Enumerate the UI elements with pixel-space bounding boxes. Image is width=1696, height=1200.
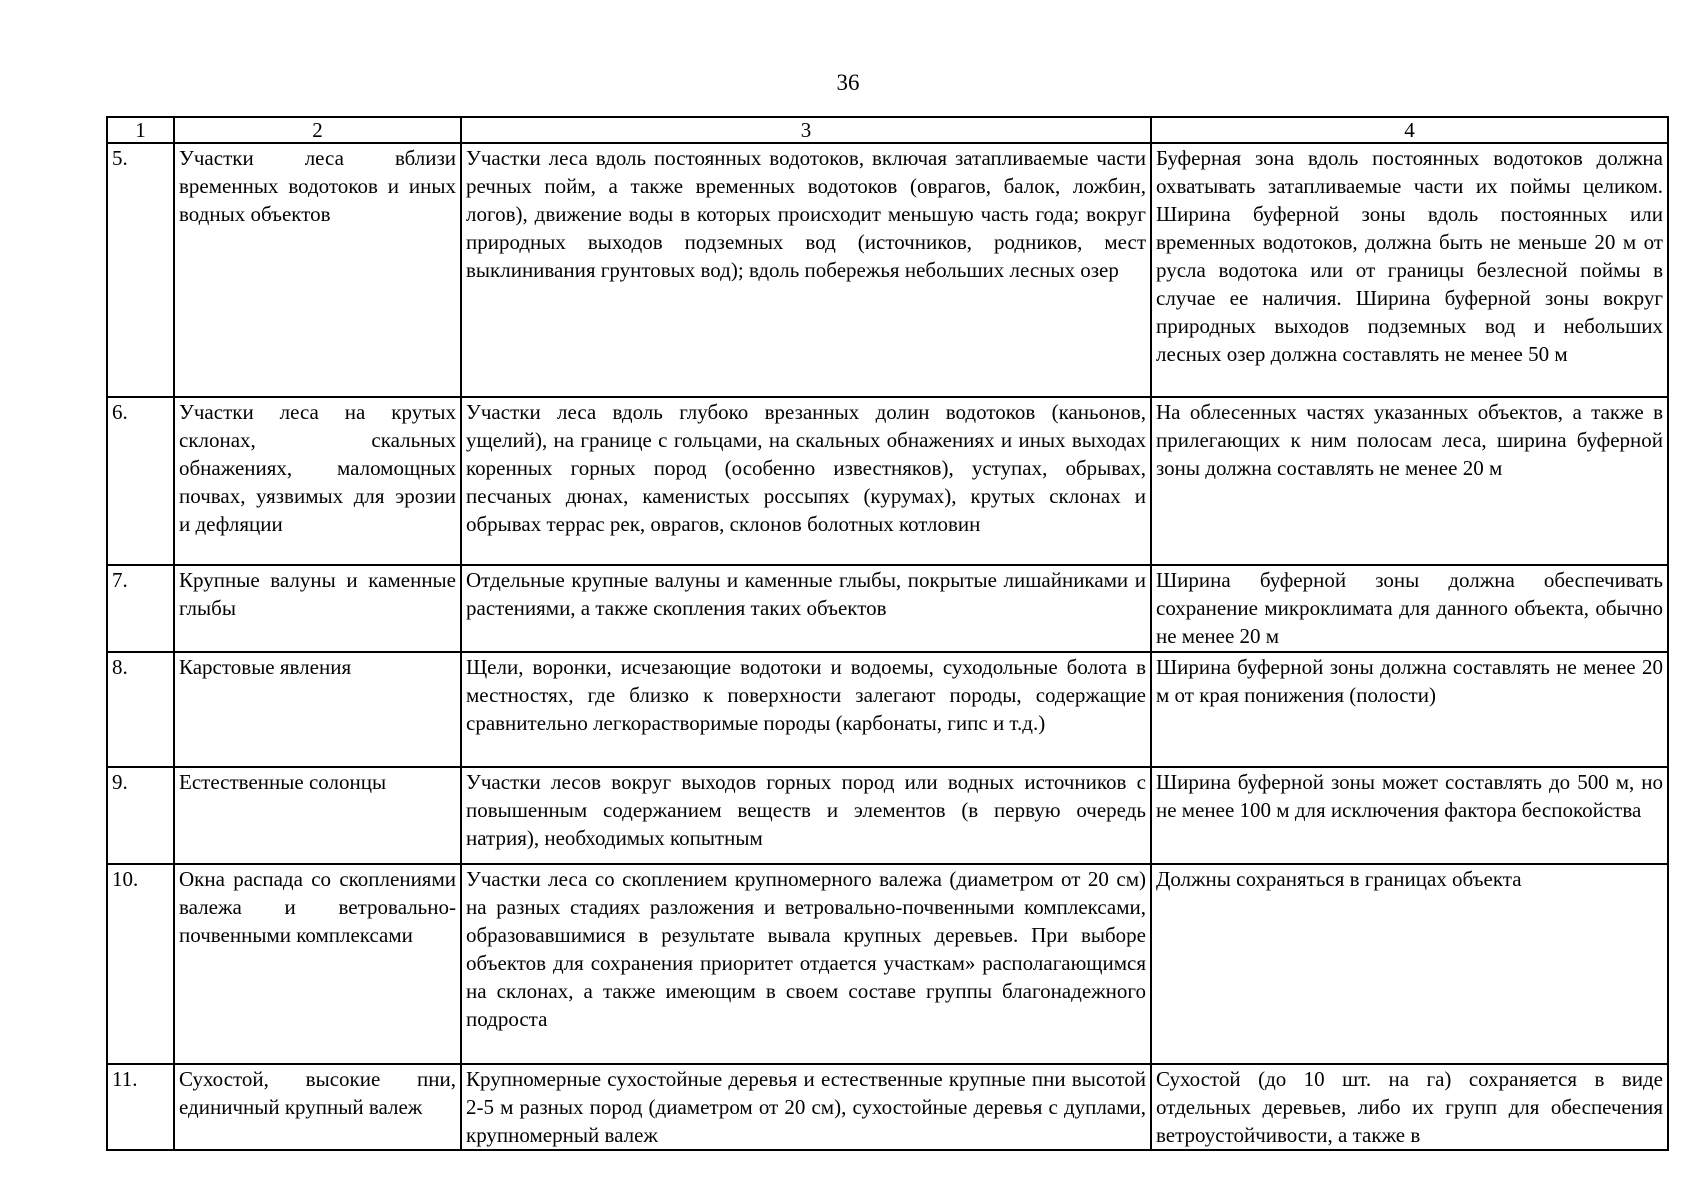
table-row bbox=[107, 143, 1668, 397]
header-cell-4: 4 bbox=[1151, 117, 1668, 143]
object-cell: Окна распада со скоплениями валежа и ветровально- почвенными комплексами bbox=[174, 864, 461, 1064]
buffer-cell: Ширина буферной зоны должна составлять не менее 20 м от края понижения (полости) bbox=[1151, 652, 1668, 767]
description-cell: Щели, воронки, исчезающие водотоки и водоемы, суходольные болота в местностях, где близко к поверхности залегают породы, содержащие сравнительно легкорастворимые породы (карбонаты, гипс и т.д.) bbox=[461, 652, 1151, 767]
object-cell: Естественные солонцы bbox=[174, 767, 461, 864]
buffer-cell: Сухостой (до 10 шт. на га) сохраняется в виде отдельных деревьев, либо их групп для обеспечения ветроустойчивости, а также в bbox=[1151, 1064, 1668, 1150]
row-number: 7. bbox=[107, 565, 174, 652]
description-cell: Участки леса вдоль постоянных водотоков, включая затапливаемые части речных пойм, а также временных водотоков (оврагов, балок, ложбин, логов), движение воды в которых происходит меньшую часть года; вокруг природных выходов подземных вод (источников, родников, мест выклинивания грунтовых вод); вдоль побережья небольших лесных озер bbox=[461, 143, 1151, 397]
header-cell-1: 1 bbox=[107, 117, 174, 143]
object-cell: Участки леса на крутых склонах, скальных обнажениях, маломощных почвах, уязвимых для эрозии и дефляции bbox=[174, 397, 461, 565]
table-header-row bbox=[107, 117, 1668, 143]
description-cell: Участки лесов вокруг выходов горных пород или водных источников с повышенным содержанием веществ и элементов (в первую очередь натрия), необходимых копытным bbox=[461, 767, 1151, 864]
description-cell: Крупномерные сухостойные деревья и естественные крупные пни высотой 2-5 м разных пород (диаметром от 20 см), сухостойные деревья с дуплами, крупномерный валеж bbox=[461, 1064, 1151, 1150]
object-cell: Карстовые явления bbox=[174, 652, 461, 767]
buffer-cell: Ширина буферной зоны может составлять до 500 м, но не менее 100 м для исключения фактора беспокойства bbox=[1151, 767, 1668, 864]
row-number: 8. bbox=[107, 652, 174, 767]
table-row bbox=[107, 565, 1668, 652]
description-cell: Участки леса со скоплением крупномерного валежа (диаметром от 20 см) на разных стадиях разложения и ветровально-почвенными комплексами, образовавшимися в результате вывала крупных деревьев. При выборе объектов для сохранения приоритет отдается участкам» располагающимся на склонах, а также имеющим в своем составе группы благонадежного подроста bbox=[461, 864, 1151, 1064]
table-row bbox=[107, 767, 1668, 864]
page-number: 36 bbox=[836, 70, 860, 95]
row-number: 9. bbox=[107, 767, 174, 864]
table-row bbox=[107, 397, 1668, 565]
header-cell-3: 3 bbox=[461, 117, 1151, 143]
table-row bbox=[107, 1064, 1668, 1150]
row-number: 11. bbox=[107, 1064, 174, 1150]
row-number: 10. bbox=[107, 864, 174, 1064]
description-cell: Отдельные крупные валуны и каменные глыбы, покрытые лишайниками и растениями, а также скопления таких объектов bbox=[461, 565, 1151, 652]
table-row bbox=[107, 864, 1668, 1064]
description-cell: Участки леса вдоль глубоко врезанных долин водотоков (каньонов, ущелий), на границе с гольцами, на скальных обнажениях и иных выходах коренных горных пород (особенно известняков), уступах, обрывах, песчаных дюнах, каменистых россыпях (курумах), крутых склонах и обрывах террас рек, оврагов, склонов болотных котловин bbox=[461, 397, 1151, 565]
table-row bbox=[107, 652, 1668, 767]
object-cell: Сухостой, высокие пни, единичный крупный валеж bbox=[174, 1064, 461, 1150]
object-cell: Участки леса вблизи временных водотоков и иных водных объектов bbox=[174, 143, 461, 397]
row-number: 6. bbox=[107, 397, 174, 565]
header-cell-2: 2 bbox=[174, 117, 461, 143]
object-cell: Крупные валуны и каменные глыбы bbox=[174, 565, 461, 652]
buffer-cell: На облесенных частях указанных объектов, а также в прилегающих к ним полосам леса, ширина буферной зоны должна составлять не менее 20 м bbox=[1151, 397, 1668, 565]
buffer-cell: Буферная зона вдоль постоянных водотоков должна охватывать затапливаемые части их поймы целиком. Ширина буферной зоны вдоль постоянных или временных водотоков, должна быть не меньше 20 м от русла водотока или от границы безлесной поймы в случае ее наличия. Ширина буферной зоны вокруг природных выходов подземных вод и небольших лесных озер должна составлять не менее 50 м bbox=[1151, 143, 1668, 397]
buffer-cell: Ширина буферной зоны должна обеспечивать сохранение микроклимата для данного объекта, обычно не менее 20 м bbox=[1151, 565, 1668, 652]
buffer-zone-table bbox=[106, 116, 1669, 1151]
buffer-cell: Должны сохраняться в границах объекта bbox=[1151, 864, 1668, 1064]
row-number: 5. bbox=[107, 143, 174, 397]
